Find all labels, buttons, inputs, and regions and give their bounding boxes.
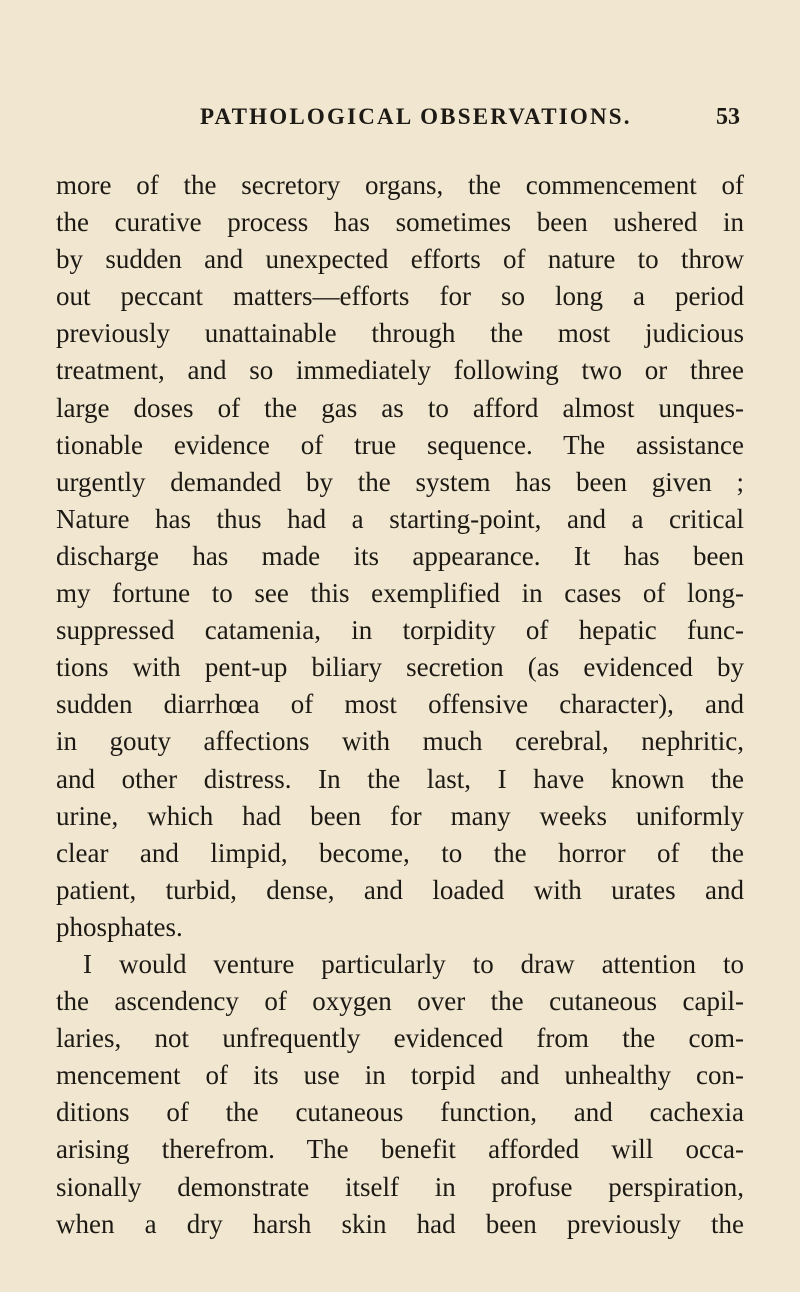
page-number: 53: [716, 104, 740, 130]
text-line: sudden diarrhœa of most offensive character), and: [56, 689, 744, 720]
running-title: PATHOLOGICAL OBSERVATIONS.: [200, 104, 632, 129]
paragraph-start-line: I would venture particularly to draw attention to: [83, 948, 744, 979]
text-line: when a dry harsh skin had been previously the: [56, 1208, 744, 1239]
text-line: Nature has thus had a starting-point, and a critical: [56, 503, 744, 534]
text-line: clear and limpid, become, to the horror of the: [56, 837, 744, 868]
text-line: laries, not unfrequently evidenced from the com-: [56, 1023, 744, 1054]
body-text: [56, 167, 744, 1243]
text-line: discharge has made its appearance. It has been: [56, 540, 744, 571]
text-line: the curative process has sometimes been ushered in: [56, 207, 744, 238]
text-line: treatment, and so immediately following two or three: [56, 355, 744, 386]
text-line: patient, turbid, dense, and loaded with urates and: [56, 874, 744, 905]
text-line: by sudden and unexpected efforts of nature to throw: [56, 244, 744, 275]
text-line: out peccant matters—efforts for so long a period: [56, 281, 744, 312]
paragraph-end-line: phosphates.: [56, 911, 183, 942]
text-line: sionally demonstrate itself in profuse perspiration,: [56, 1171, 744, 1202]
text-line: suppressed catamenia, in torpidity of hepatic func-: [56, 615, 744, 646]
text-line: large doses of the gas as to afford almost unques-: [56, 392, 744, 423]
text-line: previously unattainable through the most judicious: [56, 318, 744, 349]
text-line: urine, which had been for many weeks uniformly: [56, 800, 744, 831]
text-line: arising therefrom. The benefit afforded will occa-: [56, 1134, 744, 1165]
text-line: ditions of the cutaneous function, and cachexia: [56, 1097, 744, 1128]
text-line: more of the secretory organs, the commencement of: [56, 170, 744, 200]
text-line: my fortune to see this exemplified in cases of long-: [56, 578, 744, 609]
text-line: and other distress. In the last, I have known the: [56, 763, 744, 794]
text-line: urgently demanded by the system has been given ;: [56, 466, 744, 497]
text-line: the ascendency of oxygen over the cutaneous capil-: [56, 986, 744, 1017]
text-line: mencement of its use in torpid and unhealthy con-: [56, 1060, 744, 1091]
text-line: in gouty affections with much cerebral, nephritic,: [56, 726, 744, 757]
running-head: [120, 104, 740, 136]
text-line: tions with pent-up biliary secretion (as evidenced by: [56, 652, 744, 683]
text-line: tionable evidence of true sequence. The assistance: [56, 429, 744, 460]
